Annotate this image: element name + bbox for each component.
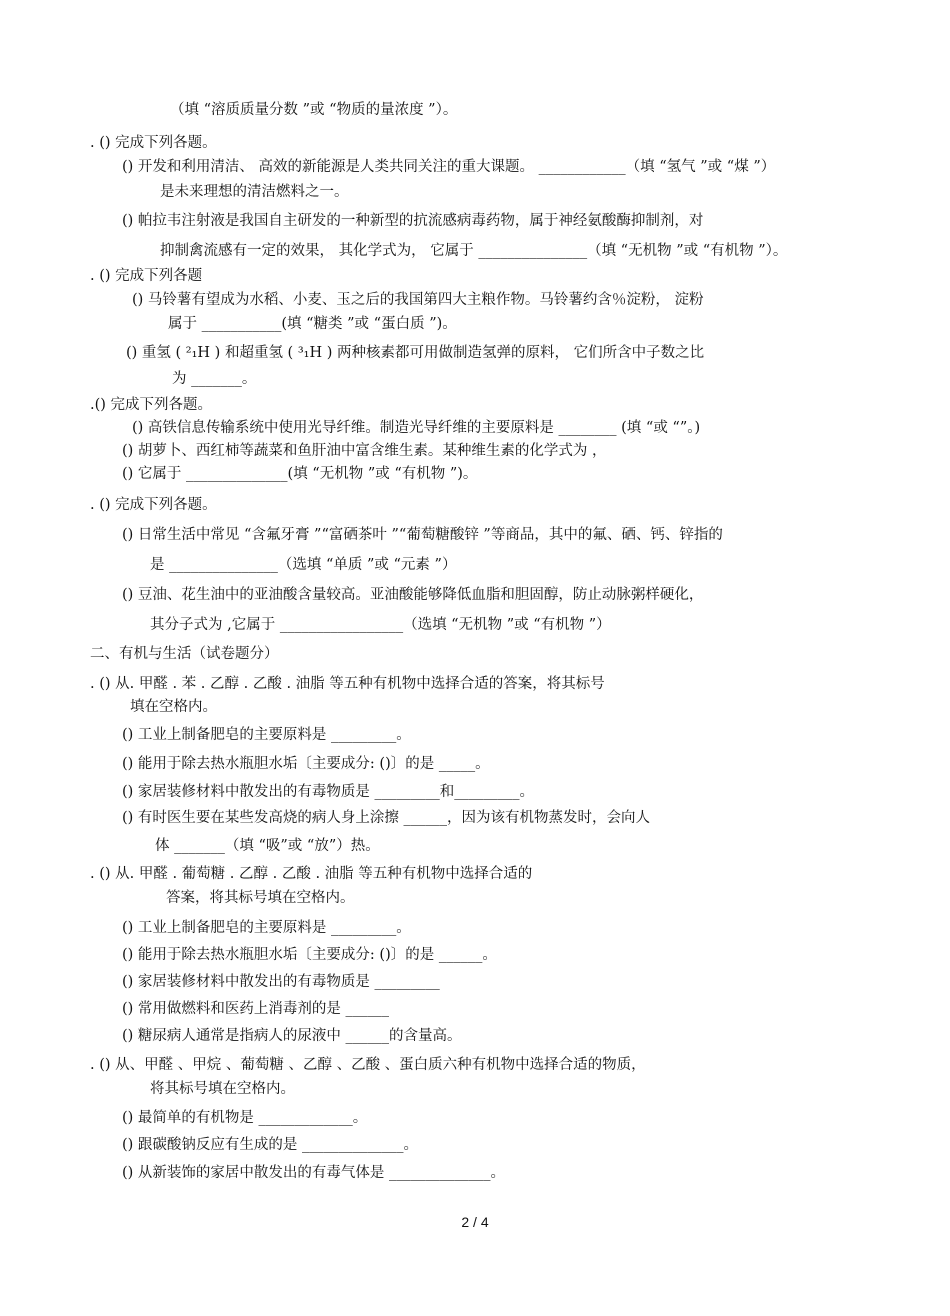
- page-number: 2 / 4: [461, 1214, 489, 1230]
- text-line: 答案，将其标号填在空格内。: [166, 890, 355, 906]
- question-heading: .() 完成下列各题。: [90, 397, 213, 413]
- text-line: () 重氢 ( ²₁H ) 和超重氢 ( ³₁H ) 两种核素都可用做制造氢弹的原料， 它们所含中子数之比: [126, 345, 705, 361]
- text-line: 体 _______（填 “吸”或 “放”）热。: [155, 838, 380, 854]
- text-line: () 从新装饰的家居中散发出的有毒气体是 ______________。: [122, 1165, 506, 1181]
- text-line: () 高铁信息传输系统中使用光导纤维。制造光导纤维的主要原料是 ________ (填 “或 “”。): [132, 420, 701, 436]
- text-line: 是 _______________（选填 “单质 ”或 “元素 ”）: [150, 557, 457, 573]
- text-line: () 它属于 ______________(填 “无机物 ”或 “有机物 ”)。: [122, 466, 478, 482]
- section-heading: 二、有机与生活（试卷题分）: [90, 646, 279, 662]
- text-line: () 马铃薯有望成为水稻、小麦、玉之后的我国第四大主粮作物。马铃薯约含％淀粉， 淀粉: [132, 292, 704, 308]
- text-line: () 胡萝卜、西红柿等蔬菜和鱼肝油中富含维生素。某种维生素的化学式为 ，: [122, 443, 607, 459]
- question-heading: . () 从. 甲醛 . 葡萄糖 . 乙醇 . 乙酸 . 油脂 等五种有机物中选择合适的: [90, 866, 533, 882]
- text-line: () 能用于除去热水瓶胆水垢〔主要成分: ()〕的是 _____。: [122, 756, 490, 772]
- text-line: () 帕拉韦注射液是我国自主研发的一种新型的抗流感病毒药物，属于神经氨酸酶抑制剂，对: [122, 213, 704, 229]
- text-line: 属于 ___________(填 “糖类 ”或 “蛋白质 ”)。: [168, 316, 457, 332]
- question-heading: . () 完成下列各题: [90, 268, 203, 284]
- text-line: 其分子式为 ,它属于 _________________（选填 “无机物 ”或 “有机物 ”）: [150, 617, 611, 633]
- text-line: 是未来理想的清洁燃料之一。: [160, 184, 349, 200]
- text-line: 将其标号填在空格内。: [150, 1081, 295, 1097]
- text-line: 填在空格内。: [130, 699, 217, 715]
- text-line: () 糖尿病人通常是指病人的尿液中 ______的含量高。: [122, 1028, 462, 1044]
- text-line: () 工业上制备肥皂的主要原料是 _________。: [122, 920, 411, 936]
- text-line: () 跟碳酸钠反应有生成的是 ______________。: [122, 1137, 419, 1153]
- text-line: () 开发和利用清洁、 高效的新能源是人类共同关注的重大课题。 ____________（填 “氢气 ”或 “煤 ”）: [122, 159, 776, 175]
- text-line: 抑制禽流感有一定的效果， 其化学式为， 它属于 _______________（填 “无机物 ”或 “有机物 ”）。: [160, 243, 788, 259]
- text-line: () 家居装修材料中散发出的有毒物质是 _________: [122, 974, 440, 990]
- text-line: () 能用于除去热水瓶胆水垢〔主要成分: ()〕的是 ______。: [122, 947, 497, 963]
- text-line: () 最简单的有机物是 _____________。: [122, 1110, 368, 1126]
- question-heading: . () 从、甲醛 、甲烷 、葡萄糖 、乙醇 、乙酸 、蛋白质六种有机物中选择合适的物质，: [90, 1057, 646, 1073]
- text-line: () 有时医生要在某些发高烧的病人身上涂擦 ______，因为该有机物蒸发时，会向人: [122, 810, 651, 826]
- text-line: () 家居装修材料中散发出的有毒物质是 _________和_________。: [122, 784, 535, 800]
- question-heading: . () 从. 甲醛 . 苯 . 乙醇 . 乙酸 . 油脂 等五种有机物中选择合适的答案，将其标号: [90, 676, 605, 692]
- text-line: () 日常生活中常见 “含氟牙膏 ”“富硒茶叶 ”“葡萄糖酸锌 ”等商品，其中的氟、硒、钙、锌指的: [122, 527, 723, 543]
- text-line: () 工业上制备肥皂的主要原料是 _________。: [122, 727, 411, 743]
- text-line: （填 “溶质质量分数 ”或 “物质的量浓度 ”）。: [170, 102, 458, 118]
- text-line: 为 _______。: [172, 371, 257, 387]
- question-heading: . () 完成下列各题。: [90, 135, 217, 151]
- text-line: () 豆油、花生油中的亚油酸含量较高。亚油酸能够降低血脂和胆固醇，防止动脉粥样硬化，: [122, 587, 704, 603]
- text-line: () 常用做燃料和医药上消毒剂的是 ______: [122, 1001, 390, 1017]
- question-heading: . () 完成下列各题。: [90, 497, 217, 513]
